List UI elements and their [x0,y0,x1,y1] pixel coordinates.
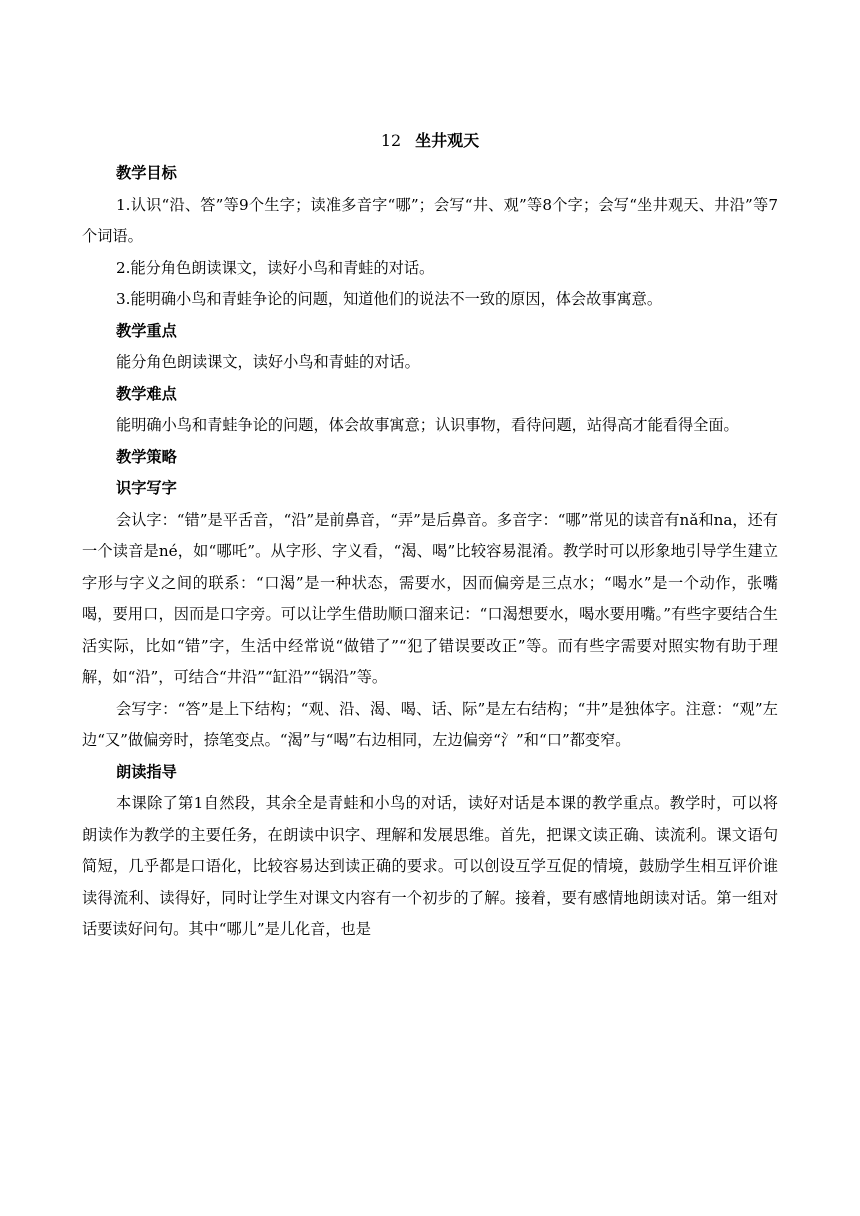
section-heading: 识字写字 [116,479,177,497]
paragraph: 本课除了第1自然段，其余全是青蛙和小鸟的对话，读好对话是本课的教学重点。教学时，可以将朗读作为教学的主要任务，在朗读中识字、理解和发展思维。首先，把课文读正确、读流利。课文语句简短，几乎都是口语化，比较容易达到读正确的要求。可以创设互学互促的情境，鼓励学生相互评价谁读得流利、读得好，同时让学生对课文内容有一个初步的了解。接着，要有感情地朗读对话。第一组对话要读好问句。其中“哪儿”是儿化音，也是 [82,794,778,938]
paragraph: 会认字：“错”是平舌音，“沿”是前鼻音，“弄”是后鼻音。多音字：“哪”常见的读音有nǎ和na，还有一个读音是né，如“哪吒”。从字形、字义看，“渴、喝”比较容易混淆。教学时可以形象地引导学生建立字形与字义之间的联系：“口渴”是一种状态，需要水，因而偏旁是三点水；“喝水”是一个动作，张嘴喝，要用口，因而是口字旁。可以让学生借助顺口溜来记：“口渴想要水，喝水要用嘴。”有些字要结合生活实际，比如“错”字，生活中经常说“做错了”“犯了错误要改正”等。而有些字需要对照实物有助于理解，如“沿”，可结合“井沿”“缸沿”“锅沿”等。 [82,510,778,686]
document-body [82,158,778,946]
paragraph: 1.认识“沿、答”等9个生字；读准多音字“哪”；会写“井、观”等8个字；会写“坐井观天、井沿”等7个词语。 [82,195,778,245]
lesson-title-text: 坐井观天 [415,131,480,150]
paragraph: 会写字：“答”是上下结构；“观、沿、渴、喝、话、际”是左右结构；“井”是独体字。注意：“观”左边“又”做偏旁时，捺笔变点。“渴”与“喝”右边相同，左边偏旁“氵”和“口”都变窄。 [82,699,778,749]
paragraph: 能明确小鸟和青蛙争论的问题，体会故事寓意；认识事物，看待问题，站得高才能看得全面。 [116,416,739,434]
section-heading: 教学目标 [116,164,177,182]
section-heading: 教学重点 [116,321,177,340]
section-heading: 教学策略 [116,447,177,466]
paragraph: 2.能分角色朗读课文，读好小鸟和青蛙的对话。 [116,258,435,277]
paragraph: 能分角色朗读课文，读好小鸟和青蛙的对话。 [116,353,420,371]
paragraph: 3.能明确小鸟和青蛙争论的问题，知道他们的说法不一致的原因，体会故事寓意。 [116,290,663,308]
lesson-number: 12 [380,131,402,150]
lesson-title [0,128,860,151]
section-heading: 教学难点 [116,384,177,403]
section-heading: 朗读指导 [116,762,177,781]
